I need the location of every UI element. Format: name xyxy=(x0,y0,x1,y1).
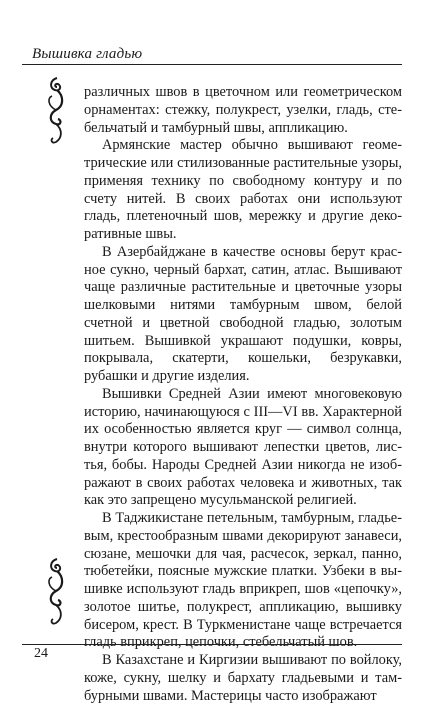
paragraph-5: В Таджикистане петельным, тамбурным, гладьевым, крестообразным швами декорируют занавеси, сюзане, мешочки для чая, расчесок, зеркал, панно, тюбетейки, поясные мужские платки. Узбеки в вышивке используют гладь вприкреп, шов «цепочку», золотое шитье, полукрест, аппликацию, вышивку бисером, крест. В Туркменистане чаще встречается гладь вприкреп, цепочки, стебельчатый шов. xyxy=(84,510,402,651)
header-rule xyxy=(22,64,402,65)
paragraph-4: Вышивки Средней Азии имеют многовековую историю, начинающуюся с III—VI вв. Характерной их особенностью является круг — символ солнца, внутри которого вышивают лепестки цветов, листья, бобы. Народы Средней Азии никогда не изображают в своих работах человека и животных, так как это запрещено мусульманской религией. xyxy=(84,385,402,509)
running-header xyxy=(22,46,402,66)
paragraph-6: В Казахстане и Киргизии вышивают по войлоку, коже, сукну, шелку и бархату гладьевыми и тамбурными швами. Мастерицы часто изображают xyxy=(84,652,402,704)
running-title: Вышивка гладью xyxy=(32,46,143,62)
swirl-ornament-icon xyxy=(46,557,68,627)
swirl-ornament-bottom-graphic xyxy=(46,557,68,627)
paragraph-3: В Азербайджане в качестве основы берут красное сукно, черный бархат, сатин, атлас. Вышивают чаще различные растительные и цветочные узоры шелковыми нитями тамбурным швом, белой счетной и цветной свободной гладью, золотым шитьем. Вышивкой украшают подушки, ковры, покрывала, скатерти, кошельки, безрукавки, рубашки и другие изделия. xyxy=(84,243,402,384)
swirl-ornament-icon xyxy=(46,76,68,146)
swirl-ornament-top-graphic xyxy=(46,76,68,146)
body-text xyxy=(84,84,402,705)
page-footer xyxy=(22,644,402,664)
footer-rule xyxy=(22,644,402,645)
paragraph-1: различных швов в цветочном или геометрическом орнаментах: стежку, полукрест, узелки, гладь, стебельчатый и тамбурный швы, аппликацию. xyxy=(84,84,402,136)
paragraph-2: Армянские мастер обычно вышивают геометрические или стилизованные растительные узоры, применяя технику по свободному контуру и по счету нитей. В своих работах они используют гладь, плетеночный шов, мережку и другие декоративные швы. xyxy=(84,137,402,242)
page-number: 24 xyxy=(34,646,48,661)
